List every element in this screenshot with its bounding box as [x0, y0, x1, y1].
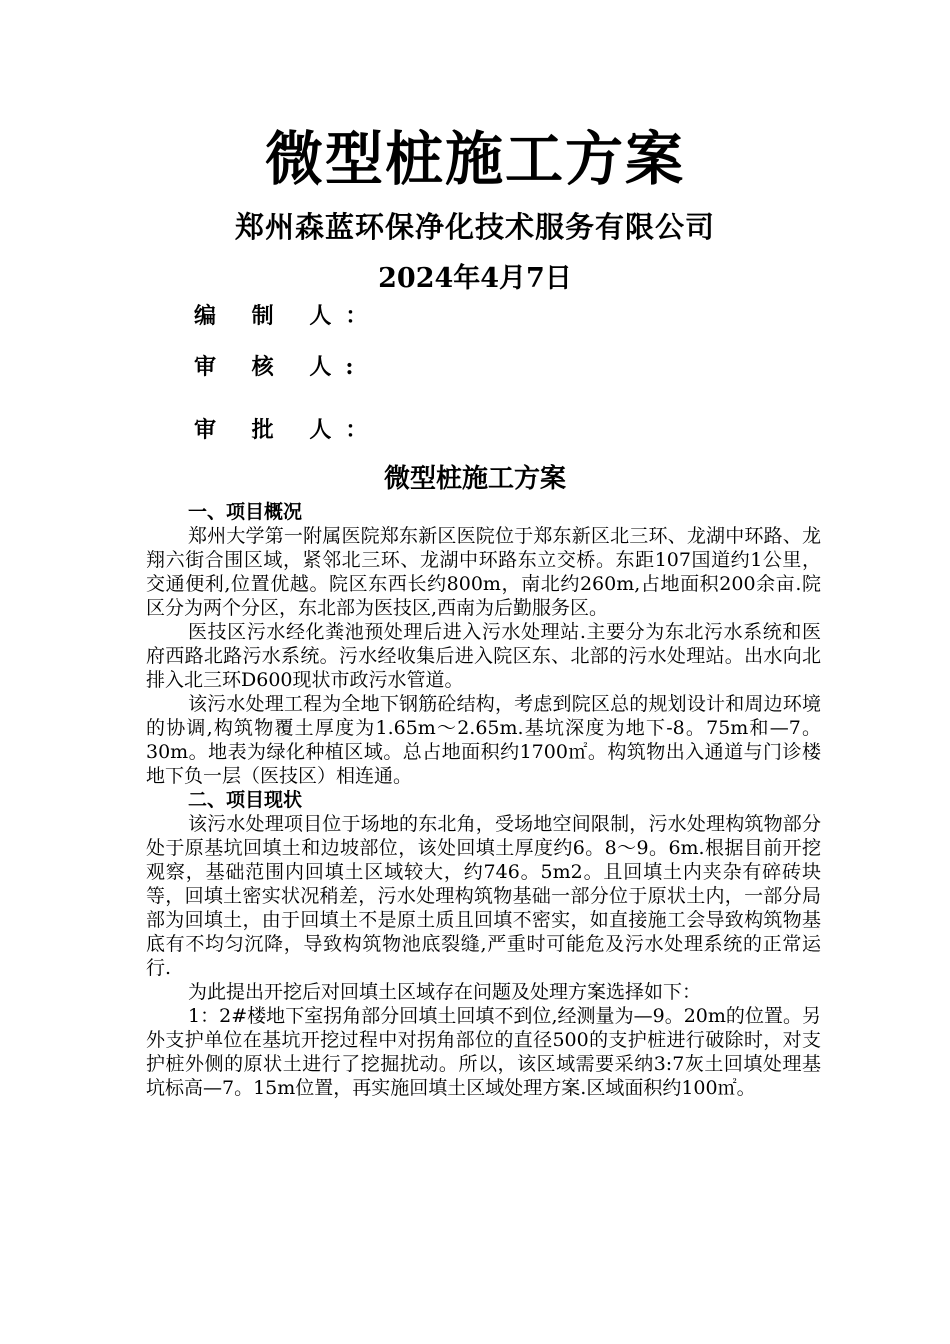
main-title: 微型桩施工方案 [264, 125, 685, 193]
approver-label: 审 批 人： [194, 417, 382, 443]
body-text [146, 500, 821, 1100]
paragraph: 郑州大学第一附属医院郑东新区医院位于郑东新区北三环、龙湖中环路、龙翔六街合围区域，紧邻北三环、龙湖中环路东立交桥。东距107国道约1公里，交通便利,位置优越。院区东西长约800m，南北约260m,占地面积200余亩.院区分为两个分区，东北部为医技区,西南为后勤服务区。 [146, 525, 821, 619]
paragraph: 医技区污水经化粪池预处理后进入污水处理站.主要分为东北污水系统和医府西路北路污水系统。污水经收集后进入院区东、北部的污水处理站。出水向北排入北三环D600现状市政污水管道。 [146, 621, 821, 691]
company-name: 郑州森蓝环保净化技术服务有限公司 [234, 210, 715, 244]
paragraph: 该污水处理项目位于场地的东北角，受场地空间限制，污水处理构筑物部分处于原基坑回填土和边坡部位，该处回填土厚度约6。8～9。6m.根据目前开挖观察，基础范围内回填土区域较大，约746。5m2。且回填土内夹杂有碎砖块等，回填土密实状况稍差，污水处理构筑物基础一部分位于原状土内，一部分局部为回填土，由于回填土不是原土质且回填不密实，如直接施工会导致构筑物基底有不均匀沉降，导致构筑物池底裂缝,严重时可能危及污水处理系统的正常运行. [146, 813, 821, 979]
heading-project-overview: 一、项目概况 [188, 501, 303, 523]
document-date: 2024年4月7日 [378, 263, 572, 294]
reviewer-label: 审 核 人: [194, 354, 368, 380]
paragraph: 为此提出开挖后对回填土区域存在问题及处理方案选择如下： [188, 981, 702, 1003]
paragraph: 该污水处理工程为全地下钢筋砼结构，考虑到院区总的规划设计和周边环境的协调,构筑物覆土厚度为1.65m～2.65m.基坑深度为地下-8。75m和—7。30m。地表为绿化种植区域。总占地面积约1700㎡。构筑物出入通道与门诊楼地下负一层（医技区）相连通。 [146, 693, 821, 787]
section-title: 微型桩施工方案 [383, 464, 566, 494]
heading-project-status: 二、项目现状 [188, 789, 303, 811]
paragraph: 1：2#楼地下室拐角部分回填土回填不到位,经测量为—9。20m的位置。另外支护单位在基坑开挖过程中对拐角部位的直径500的支护桩进行破除时，对支护桩外侧的原状土进行了挖掘扰动。所以，该区域需要采纳3:7灰土回填处理基坑标高—7。15m位置，再实施回填土区域处理方案.区域面积约100㎡。 [146, 1005, 821, 1099]
editor-label: 编 制 人： [194, 303, 382, 329]
